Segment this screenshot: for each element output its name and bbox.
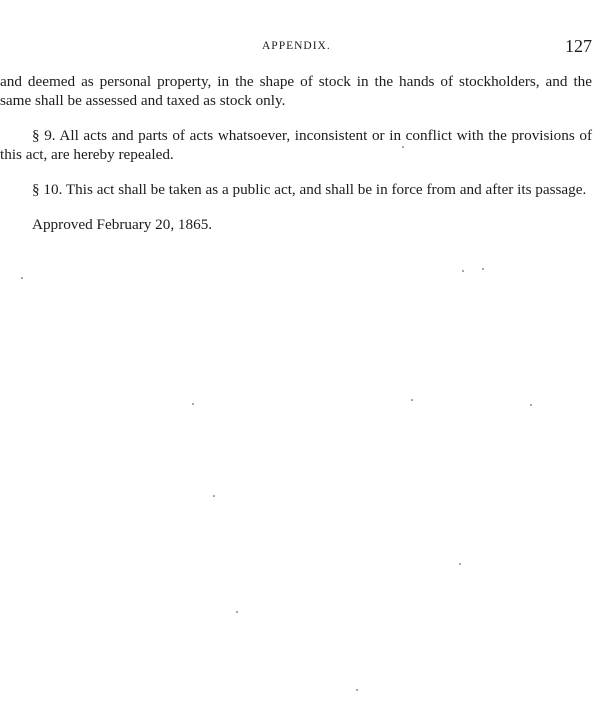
- paragraph-continuation: and deemed as personal property, in the shape of stock in the hands of stockholders, and the same shall be assessed and taxed as stock only.: [0, 73, 592, 109]
- scan-speck: [462, 270, 464, 272]
- scan-speck: [402, 146, 404, 148]
- scan-speck: [236, 611, 238, 613]
- approval-line: Approved February 20, 1865.: [32, 216, 213, 233]
- paragraph-section-9: § 9. All acts and parts of acts whatsoever, inconsistent or in conflict with the provisions of this act, are hereby repealed.: [0, 127, 592, 163]
- scan-speck: [192, 403, 194, 405]
- scan-speck: [459, 563, 461, 565]
- paragraph-section-10: § 10. This act shall be taken as a public act, and shall be in force from and after its passage.: [32, 181, 587, 198]
- header-title: APPENDIX.: [262, 40, 331, 52]
- scan-speck: [21, 277, 23, 279]
- scan-speck: [356, 689, 358, 691]
- page-number: 127: [565, 36, 592, 56]
- scan-speck: [213, 495, 215, 497]
- body-text: [0, 72, 592, 234]
- scan-speck: [530, 404, 532, 406]
- scan-speck: [411, 399, 413, 401]
- scan-speck: [482, 268, 484, 270]
- running-header: [0, 38, 600, 62]
